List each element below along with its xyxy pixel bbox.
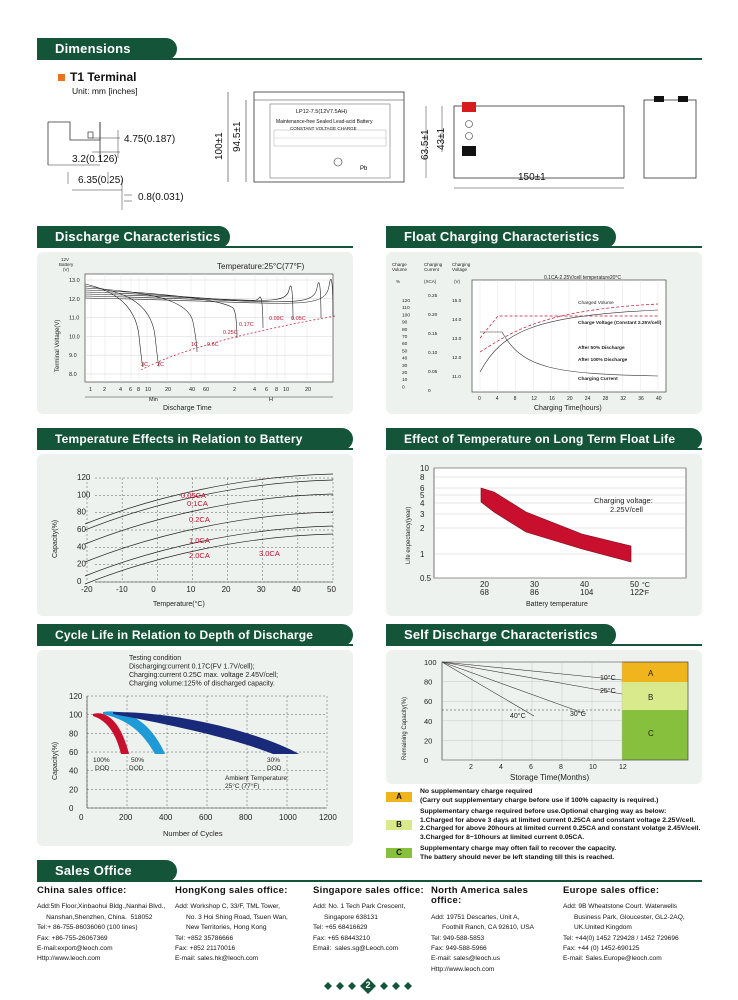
- temp-capacity-chart: [37, 454, 353, 616]
- dod-label: DOD: [129, 765, 144, 772]
- curve-label: 2C: [157, 362, 165, 368]
- office-line: Tel: +44(0) 1452 729428 / 1452 729696: [563, 934, 679, 942]
- column-head: Charging: [452, 262, 471, 267]
- series-label: 0.1CA: [187, 499, 208, 508]
- y-tick-label: 13.0: [69, 278, 80, 284]
- voltage-tick: 14.0: [452, 318, 462, 323]
- office-line: Http://www.leoch.com: [37, 955, 101, 963]
- office-heading: HongKong sales office:: [175, 885, 288, 896]
- page-number: 2: [365, 980, 371, 990]
- y-tick-label: 0.5: [420, 574, 432, 583]
- y-tick-label: 40: [77, 542, 86, 552]
- y-tick-label: 4: [420, 499, 425, 508]
- h-label: H: [269, 397, 273, 403]
- x-tick-label: 40: [291, 585, 301, 594]
- x-tick-label: 2: [233, 387, 237, 393]
- legend-label: Charged Volume: [578, 301, 614, 306]
- y-tick-label: 60: [424, 697, 433, 707]
- column-unit: (XCA): [424, 279, 437, 284]
- office-line: Business Park, Gloucester, GL2-2AQ,: [563, 913, 685, 921]
- x-tick-label: 20: [567, 396, 573, 402]
- x-tick-label: 10: [186, 585, 196, 594]
- curve-30c: [442, 662, 586, 714]
- temp-label: 40°C: [510, 713, 526, 720]
- section-header-temp-capacity: Temperature Effects in Relation to Battery: [37, 428, 353, 450]
- column-head: Charge: [392, 262, 407, 267]
- y-tick-label: 10: [420, 464, 429, 473]
- x-tick-label: 0: [79, 813, 84, 822]
- y-tick-label: 1: [420, 550, 425, 559]
- x-tick-label: 6: [265, 387, 269, 393]
- office-europe: [563, 886, 713, 965]
- y-unit-label: 12V: [61, 257, 70, 262]
- x-axis-label: Discharge Time: [163, 405, 212, 412]
- battery-side-view: [418, 92, 708, 192]
- office-line: Singapore 638131: [313, 913, 378, 921]
- current-tick: 0: [428, 389, 431, 394]
- ambient-label: Ambient Temperature:: [225, 775, 289, 782]
- y-tick-label: 80: [69, 729, 78, 739]
- x-tick-label: 200: [119, 813, 133, 822]
- x-tick-label-f: 68: [480, 588, 489, 597]
- x-tick-label: 6: [529, 764, 533, 771]
- y-tick-label: 6: [420, 484, 425, 493]
- y-tick-label: 0: [77, 577, 82, 586]
- x-tick-label: 4: [499, 764, 503, 771]
- x-tick-label: -20: [81, 585, 93, 594]
- zone-label: C: [648, 729, 654, 738]
- y-tick-label: 40: [69, 766, 78, 776]
- condition-line: Testing condition: [129, 655, 182, 662]
- volume-tick: 10: [402, 378, 408, 384]
- x-tick-label: 4: [253, 387, 257, 393]
- office-heading: China sales office:: [37, 885, 127, 896]
- float-life-chart: [386, 454, 702, 616]
- x-tick-label: 20: [165, 387, 172, 393]
- legend-label: Charge Voltage (Constant 2.25V/cell): [578, 321, 662, 326]
- pb-mark: Pb: [360, 166, 368, 172]
- self-discharge-chart: [386, 650, 702, 784]
- section-header-dimensions: Dimensions: [37, 38, 177, 60]
- column-head: Charging: [424, 262, 443, 267]
- x-tick-label: 1: [89, 387, 93, 393]
- curve-label: 0.6C: [207, 342, 219, 348]
- series-label: 0.2CA: [189, 515, 210, 524]
- office-line: Fax: 949-588-5966: [431, 945, 487, 953]
- series-label: 2.0CA: [189, 551, 210, 560]
- y-axis-label: Capacity(%): [52, 741, 59, 780]
- section-header-sales-office: Sales Office: [37, 860, 177, 882]
- y-tick-label: 100: [424, 658, 437, 667]
- plot-area: [434, 468, 686, 578]
- dim-6-35: 6.35(0.25): [78, 175, 124, 186]
- section-header-self-discharge: Self Discharge Characteristics: [386, 624, 616, 646]
- y-tick-label: 40: [424, 716, 433, 726]
- office-line: Add: No. 1 Tech Park Crescent,: [313, 903, 406, 911]
- x-tick-label: 10: [589, 764, 597, 771]
- x-tick-label: 40: [189, 387, 196, 393]
- y-tick-label: 8: [420, 473, 425, 482]
- x-tick-label-f: 122: [630, 588, 644, 597]
- x-tick-label: 8: [275, 387, 279, 393]
- column-unit: (V): [454, 279, 460, 284]
- dod-label: 50%: [131, 757, 145, 764]
- volume-tick: 30: [402, 363, 408, 369]
- self-discharge-plot: [386, 650, 702, 784]
- x-axis-label: Battery temperature: [526, 601, 588, 608]
- office-line: No. 3 Hoi Shing Road, Tsuen Wan,: [175, 913, 288, 921]
- x-tick-label: 4: [119, 387, 123, 393]
- temp-label: 30°C: [570, 711, 586, 718]
- office-line: Fax: +852 21170016: [175, 945, 236, 953]
- dim-4-75: 4.75(0.187): [124, 134, 176, 145]
- x-tick-label: 50: [327, 585, 336, 594]
- zone-a: [622, 662, 688, 682]
- condition-label: 0.1CA-2.25V/cell temperature20°C: [544, 275, 622, 281]
- x-axis-label: Charging Time(hours): [534, 405, 602, 412]
- x-tick-label-c: 50: [630, 580, 639, 589]
- legend-text-c: [420, 845, 616, 862]
- legend-b-line: 1.Charged for above 3 days at limited current 0.25CA and constant voltage 2.25V/cell.: [420, 816, 696, 824]
- curve-label: 0.25C: [223, 330, 238, 336]
- x-tick-label-c: 20: [480, 580, 489, 589]
- legend-b-line: 3.Charged for 8~10hours at limited current 0.05CA.: [420, 833, 585, 841]
- series-label: 1.0CA: [189, 536, 210, 545]
- x-tick-label: 600: [199, 813, 213, 822]
- office-line: Add:5th Floor,Xinbaohui Bldg.,Nanhai Blvd.,: [37, 903, 166, 911]
- zone-b: [622, 682, 688, 710]
- section-rule: [386, 448, 702, 450]
- office-line: Fax: +44 (0) 1452-690125: [563, 945, 640, 953]
- x-tick-label: 4: [495, 396, 499, 402]
- current-tick: 0.25: [428, 294, 438, 299]
- legend-label: After 50% Discharge: [578, 346, 625, 351]
- office-heading: Singapore sales office:: [313, 885, 424, 896]
- curve-label: 1C: [191, 342, 199, 348]
- curve-label: 0.17C: [239, 322, 254, 328]
- y-tick-label: 3: [420, 510, 425, 519]
- office-line: E-mail: Sales.Europe@leoch.com: [563, 955, 662, 963]
- y-tick-label: 100: [77, 490, 91, 500]
- legend-text-a: [420, 788, 658, 805]
- y-unit-label: (V): [63, 267, 69, 272]
- y-tick-label: 120: [69, 692, 83, 701]
- voltage-tick: 11.0: [452, 375, 461, 380]
- y-tick-label: 80: [424, 677, 433, 687]
- legend-key-a: A: [386, 792, 412, 802]
- y-axis-label: Remaining Capacity(%): [402, 696, 408, 760]
- x-tick-label-f: 86: [530, 588, 539, 597]
- y-tick-label: 0: [69, 804, 74, 813]
- float-charging-plot: [386, 252, 702, 414]
- office-line: Nanshan,Shenzhen, China. 518052: [37, 913, 153, 921]
- temp-label: 25°C: [600, 688, 616, 695]
- x-tick-label: 2: [103, 387, 107, 393]
- y-tick-label: 10.0: [69, 334, 80, 341]
- office-heading: Europe sales office:: [563, 885, 660, 896]
- x-tick-label: 28: [602, 396, 609, 402]
- voltage-tick: 13.0: [452, 337, 462, 342]
- office-line: Fax: +86-755-26067369: [37, 934, 108, 942]
- y-axis-label: Capacity(%): [52, 519, 59, 558]
- volume-tick: 110: [402, 306, 410, 312]
- volume-tick: 120: [402, 299, 411, 304]
- section-header-discharge: Discharge Characteristics: [37, 226, 230, 248]
- section-header-float-charging: Float Charging Characteristics: [386, 226, 616, 248]
- terminal-title: T1 Terminal: [70, 70, 137, 84]
- volume-tick: 100: [402, 313, 411, 319]
- temp-label: 10°C: [600, 675, 616, 682]
- volume-tick: 40: [402, 356, 408, 362]
- bullet-square-icon: [58, 74, 65, 81]
- volume-tick: 80: [402, 327, 408, 333]
- office-line: Tel: +852 35786666: [175, 934, 234, 942]
- x-tick-label: 16: [549, 396, 555, 402]
- office-line: Tel: +65 68416629: [313, 924, 368, 932]
- unit-label: Unit: mm [inches]: [72, 86, 138, 96]
- x-axis-label: Temperature(°C): [153, 601, 205, 608]
- section-rule: [37, 880, 702, 882]
- x-axis-label: Storage Time(Months): [510, 773, 590, 782]
- legend-text-b: [420, 808, 700, 842]
- office-line: Foothill Ranch, CA 92610, USA: [431, 924, 534, 932]
- legend-b-line: Supplementary charge required before use.Optional charging way as below:: [420, 808, 667, 815]
- x-tick-label-f: 104: [580, 588, 594, 597]
- office-line: UK.United Kingdom: [563, 924, 632, 932]
- cycle-life-chart: [37, 650, 353, 846]
- legend-a-line: No supplementary charge required: [420, 788, 533, 795]
- curve-label: 3C: [141, 362, 149, 368]
- legend-c-line: The battery should never be left standing till this is reached.: [420, 853, 615, 861]
- office-line: E-mail:export@leoch.com: [37, 945, 113, 953]
- office-north-america: [431, 886, 559, 975]
- office-line: Email: sales.sg@Leoch.com: [313, 945, 399, 953]
- y-axis-label: Terminal Voltage(V): [55, 319, 61, 372]
- y-tick-label: 20: [424, 736, 433, 746]
- x-tick-label: 8: [559, 764, 563, 771]
- dim-150: 150±1: [518, 172, 546, 183]
- y-tick-label: 8.0: [69, 372, 77, 378]
- office-line: Add: 19751 Descartes, Unit A,: [431, 913, 520, 921]
- dim-63-5: 63.5±1: [420, 129, 431, 160]
- office-line: Tel: 949-588-5853: [431, 934, 485, 942]
- dim-94-5: 94.5±1: [232, 121, 243, 152]
- x-tick-label: 32: [620, 396, 626, 402]
- office-line: Http://www.leoch.com: [431, 965, 495, 973]
- zone-c: [622, 710, 688, 760]
- section-rule: [37, 644, 353, 646]
- office-heading: North America sales office:: [431, 885, 529, 907]
- legend-c-line: Supplementary charge may often fail to recover the capacity.: [420, 845, 617, 852]
- office-line: Add: Workshop C, 33/F, TML Tower,: [175, 903, 280, 911]
- y-tick-label: 0: [424, 756, 429, 765]
- y-axis-label: Life expectancy(year): [406, 506, 412, 564]
- dod-label: 30%: [267, 757, 281, 764]
- condition-line: Charging:current 0.25C max. voltage 2.45V/cell;: [129, 672, 279, 679]
- unit-f: °F: [642, 590, 650, 597]
- y-tick-label: 2: [420, 524, 425, 533]
- note-line: 2.25V/cell: [610, 505, 643, 514]
- volume-tick: 90: [402, 320, 408, 326]
- cycle-life-plot: [37, 650, 353, 846]
- x-tick-label: 8: [137, 387, 141, 393]
- discharge-plot: [37, 252, 353, 414]
- discharge-chart: [37, 252, 353, 414]
- temp-capacity-plot: [37, 454, 353, 616]
- y-tick-label: 11.0: [69, 315, 80, 322]
- battery-subtitle-2: CONSTANT VOLTAGE CHARGE: [290, 126, 357, 131]
- condition-line: Charging volume:125% of discharged capacity.: [129, 680, 275, 688]
- dod-label: 100%: [93, 757, 110, 764]
- office-line: New Territories, Hong Kong: [175, 924, 267, 932]
- current-tick: 0.10: [428, 351, 438, 356]
- x-tick-label: 10: [145, 387, 152, 393]
- x-tick-label: 20: [305, 387, 312, 393]
- curve-label: 0.09C: [269, 316, 284, 322]
- dim-43: 43±1: [436, 127, 447, 150]
- office-line: E-mail: sales.hk@leoch.com: [175, 955, 259, 963]
- y-tick-label: 12.0: [69, 296, 80, 303]
- battery-model: LP12-7.5(12V7.5AH): [296, 109, 348, 115]
- current-tick: 0.15: [428, 332, 438, 337]
- column-unit: %: [396, 279, 401, 284]
- volume-tick: 0: [402, 385, 405, 391]
- office-singapore: [313, 886, 427, 954]
- x-tick-label: 60: [203, 387, 210, 393]
- legend-b-line: 2.Charged for above 20hours at limited current 0.25CA and constant volatge 2.45V/cell.: [420, 825, 701, 833]
- dod-label: DOD: [267, 765, 282, 772]
- legend-key-b: B: [386, 820, 412, 830]
- x-tick-label: 6: [129, 387, 133, 393]
- curve-label: 0.05C: [291, 316, 306, 322]
- current-tick: 0.05: [428, 370, 438, 375]
- x-tick-label: 12: [531, 396, 537, 402]
- x-tick-label: 800: [239, 813, 253, 822]
- y-tick-label: 20: [77, 559, 86, 569]
- section-header-float-life: Effect of Temperature on Long Term Float Life: [386, 428, 702, 450]
- dim-100: 100±1: [214, 132, 225, 160]
- series-label: 3.0CA: [259, 549, 280, 558]
- page-number-ornament: [318, 976, 418, 996]
- x-tick-label: 1200: [319, 813, 337, 822]
- legend-label: After 100% Discharge: [578, 358, 628, 363]
- condition-line: Discharging:current 0.17C(FV 1.7V/cell);: [129, 663, 255, 671]
- voltage-tick: 15.0: [452, 299, 462, 304]
- x-tick-label: 24: [584, 396, 591, 402]
- y-tick-label: 20: [69, 785, 78, 795]
- y-tick-label: 100: [69, 710, 83, 720]
- column-head: Volume: [392, 267, 408, 272]
- plot-area: [85, 274, 333, 382]
- volume-tick: 60: [402, 342, 408, 348]
- legend-a-line: (Carry out supplementary charge before use if 100% capacity is required.): [420, 796, 659, 804]
- y-tick-label: 80: [77, 507, 86, 517]
- office-line: Tel:+ 86-755-86036060 (100 lines): [37, 924, 138, 932]
- office-line: Fax: +65 68443210: [313, 934, 371, 942]
- dim-3-2: 3.2(0.126): [72, 154, 118, 165]
- column-head: Current: [424, 267, 440, 272]
- section-rule: [37, 58, 702, 60]
- section-rule: [386, 246, 702, 248]
- temperature-label: Temperature:25°C(77°F): [217, 262, 305, 271]
- section-header-cycle-life: Cycle Life in Relation to Depth of Discharge: [37, 624, 353, 646]
- volume-tick: 20: [402, 371, 408, 376]
- y-tick-label: 5: [420, 491, 425, 500]
- legend-label: Charging Current: [578, 377, 618, 382]
- y-tick-label: 60: [77, 525, 86, 534]
- office-line: E-mail: sales@leoch.us: [431, 955, 500, 963]
- section-rule: [37, 448, 353, 450]
- y-tick-label: 9.0: [69, 353, 77, 360]
- zone-label: A: [648, 669, 654, 678]
- x-tick-label: 30: [256, 585, 266, 594]
- float-life-plot: [386, 454, 702, 616]
- x-tick-label: 8: [513, 396, 517, 402]
- zone-label: B: [648, 693, 654, 702]
- y-unit-label: Battery: [59, 262, 74, 267]
- column-head: Voltage: [452, 267, 468, 272]
- dod-label: DOD: [95, 765, 110, 772]
- x-tick-label: -10: [116, 585, 128, 594]
- float-charging-chart: [386, 252, 702, 414]
- section-rule: [37, 246, 353, 248]
- x-tick-label-c: 40: [580, 580, 589, 589]
- ambient-label: 25°C (77°F): [225, 783, 260, 790]
- office-hongkong: [175, 886, 309, 965]
- series-label: 0.05CA: [181, 491, 207, 500]
- volume-tick: 70: [402, 335, 408, 340]
- dim-0-8: 0.8(0.031): [138, 192, 184, 203]
- x-tick-label: 0: [151, 585, 156, 594]
- section-rule: [386, 644, 702, 646]
- office-china: [37, 886, 171, 965]
- x-tick-label: 1000: [279, 813, 297, 822]
- x-tick-label-c: 30: [530, 580, 539, 589]
- battery-subtitle: Maintenance-free Sealed Lead-acid Battery: [276, 119, 373, 125]
- x-axis-label: Number of Cycles: [163, 829, 223, 838]
- x-tick-label: 400: [159, 813, 173, 822]
- voltage-tick: 12.0: [452, 356, 462, 361]
- x-tick-label: 2: [469, 764, 473, 771]
- volume-tick: 50: [402, 349, 408, 355]
- note-line: Charging voltage:: [594, 496, 653, 505]
- x-tick-label: 36: [638, 396, 644, 402]
- legend-key-c: C: [386, 848, 412, 858]
- x-tick-label: 40: [656, 396, 662, 402]
- x-tick-label: 0: [478, 396, 481, 402]
- x-tick-label: 10: [283, 387, 290, 393]
- current-tick: 0.20: [428, 313, 438, 318]
- unit-c: °C: [642, 582, 650, 589]
- x-tick-label: 12: [619, 764, 627, 771]
- min-label: Min: [149, 397, 158, 403]
- x-tick-label: 20: [221, 585, 231, 594]
- y-tick-label: 60: [69, 748, 78, 757]
- office-line: Add: 9B Wheatstone Court. Waterwells: [563, 903, 678, 911]
- y-tick-label: 120: [77, 473, 91, 482]
